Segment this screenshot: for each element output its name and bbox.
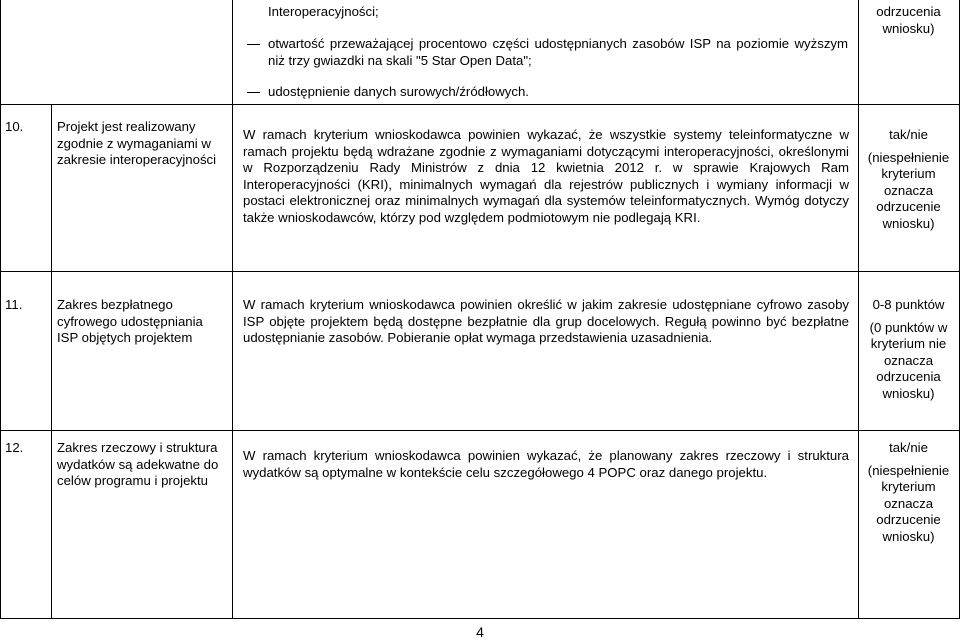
row-number: 11. bbox=[5, 297, 23, 312]
criterion-name: Projekt jest realizowany zgodnie z wymaganiami w zakresie interoperacyjności bbox=[57, 119, 217, 168]
score-line: kryterium bbox=[881, 479, 936, 495]
score-line: odrzucenia bbox=[876, 369, 941, 385]
score-line: (0 punktów w bbox=[869, 319, 948, 335]
row-divider-10 bbox=[0, 271, 960, 272]
criterion-score bbox=[858, 297, 959, 403]
score-line: wniosku) bbox=[882, 385, 935, 401]
bullet-dash-icon bbox=[247, 92, 260, 93]
score-line: oznacza bbox=[883, 182, 934, 198]
score-line: tak/nie bbox=[889, 440, 928, 455]
score-line: wniosku) bbox=[882, 528, 935, 544]
score-line: wniosku) bbox=[882, 20, 935, 36]
criterion-score bbox=[858, 440, 959, 546]
top-row-score bbox=[858, 4, 959, 37]
score-line: oznacza bbox=[883, 352, 934, 368]
score-line: wniosku) bbox=[882, 215, 935, 231]
score-line: (niespełnienie bbox=[867, 149, 950, 165]
score-line: kryterium nie bbox=[870, 336, 947, 352]
score-line: kryterium bbox=[881, 166, 936, 182]
column-divider-number bbox=[51, 104, 52, 619]
bullet-dash-icon bbox=[247, 44, 260, 45]
score-line: odrzucenie bbox=[876, 512, 941, 528]
score-line: odrzucenia bbox=[876, 4, 941, 19]
criterion-name: Zakres bezpłatnego cyfrowego udostępniania ISP objętych projektem bbox=[57, 297, 203, 346]
score-line: oznacza bbox=[883, 495, 934, 511]
row-number: 12. bbox=[5, 440, 24, 455]
row-number: 10. bbox=[5, 119, 24, 134]
top-row-bullet-2: udostępnienie danych surowych/źródłowych. bbox=[268, 84, 529, 99]
row-divider-11 bbox=[0, 430, 960, 431]
score-line: tak/nie bbox=[889, 127, 928, 142]
table-border-left bbox=[0, 0, 1, 619]
criterion-score bbox=[858, 127, 959, 233]
table-border-bottom bbox=[0, 618, 960, 619]
criterion-description: W ramach kryterium wnioskodawca powinien określić w jakim zakresie udostępniane cyfrowo zasoby ISP objęte projektem będą dostępne bezpłatnie dla grup docelowych. Regułą powinno być bezpłatne udostępnianie zasobów. Pobieranie opłat wymaga przedstawienia uzasadnienia. bbox=[243, 297, 849, 346]
criterion-name: Zakres rzeczowy i struktura wydatków są adekwatne do celów programu i projektu bbox=[57, 440, 219, 489]
top-row-bullet-1: otwartość przeważającej procentowo części udostępnianych zasobów ISP na poziomie wyższym niż trzy gwiazdki na skali "5 Star Open Data"; bbox=[268, 36, 848, 68]
criterion-description: W ramach kryterium wnioskodawca powinien wykazać, że wszystkie systemy teleinformatyczne w ramach projektu będą wdrażane zgodnie z wymaganiami dotyczącymi interoperacyjności, określonymi w Rozporządzeniu Rady Ministrów z dnia 12 kwietnia 2012 r. w sprawie Krajowych Ram Interoperacyjności (KRI), minimalnych wymagań dla rejestrów publicznych i wymiany informacji w postaci elektronicznej oraz minimalnych wymagań dla systemów teleinformatycznych. Wymóg dotyczy także wnioskodawców, którzy pod względem podmiotowym nie podlegają KRI. bbox=[243, 127, 849, 225]
row-divider-top bbox=[0, 104, 960, 105]
top-row-intro: Interoperacyjności; bbox=[268, 4, 379, 19]
score-line: 0-8 punktów bbox=[872, 297, 945, 312]
criterion-description: W ramach kryterium wnioskodawca powinien wykazać, że planowany zakres rzeczowy i struktura wydatków są optymalne w kontekście celu szczegółowego 4 POPC oraz danego projektu. bbox=[243, 448, 849, 480]
score-line: (niespełnienie bbox=[867, 462, 950, 478]
column-divider-criterion bbox=[232, 0, 233, 619]
page-number: 4 bbox=[476, 624, 484, 640]
score-line: odrzucenie bbox=[876, 199, 941, 215]
